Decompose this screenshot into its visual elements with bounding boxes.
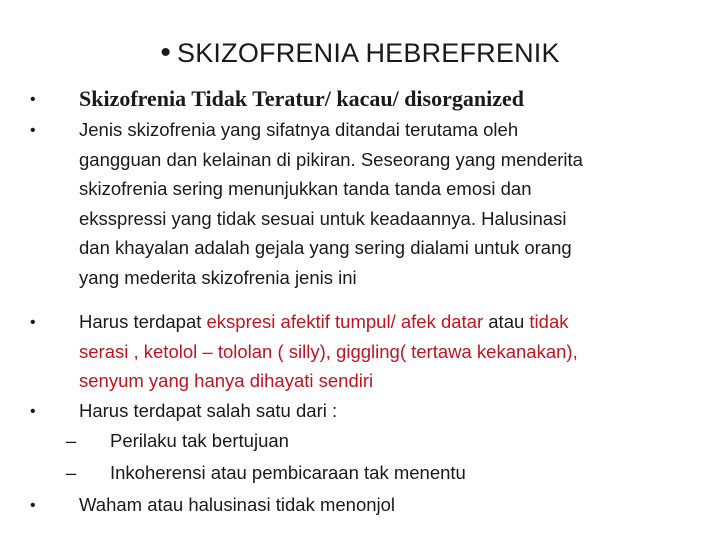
- dash-icon: –: [66, 430, 77, 451]
- paragraph-line: yang mederita skizofrenia jenis ini: [79, 266, 357, 288]
- bullet-icon: •: [30, 403, 36, 420]
- bullet-icon: •: [30, 91, 36, 108]
- sub-item-text: Inkoherensi atau pembicaraan tak menentu: [110, 462, 466, 483]
- slide-title: [0, 36, 720, 70]
- title-text: SKIZOFRENIA HEBREFRENIK: [177, 38, 560, 68]
- paragraph-line: skizofrenia sering menunjukkan tanda tanda emosi dan: [79, 178, 532, 199]
- last-item: Waham atau halusinasi tidak menonjol: [79, 494, 396, 515]
- bullet-icon: •: [30, 497, 36, 514]
- criteria-highlight: tidak: [529, 311, 569, 332]
- paragraph-criteria: [79, 307, 689, 425]
- criteria-highlight-line: serasi , ketolol – tololan ( silly), giggling( tertawa kekanakan),: [79, 340, 578, 362]
- criteria-highlight: ekspresi afektif tumpul/ afek datar: [206, 311, 484, 332]
- subheading: Skizofrenia Tidak Teratur/ kacau/ disorganized: [79, 86, 524, 111]
- sub-item-text: Perilaku tak bertujuan: [110, 430, 289, 451]
- paragraph-line: dan khayalan adalah gejala yang sering dialami untuk orang: [79, 237, 572, 258]
- bullet-icon: •: [30, 122, 36, 139]
- dash-icon: –: [66, 462, 77, 483]
- criteria-text: atau: [483, 311, 530, 332]
- bullet-icon: •: [30, 314, 36, 331]
- paragraph-line: Jenis skizofrenia yang sifatnya ditandai terutama oleh: [79, 119, 519, 140]
- paragraph-line: gangguan dan kelainan di pikiran. Seseorang yang menderita: [79, 148, 583, 170]
- criteria-line-1: [79, 307, 689, 337]
- paragraph-line: eksspressi yang tidak sesuai untuk keadaannya. Halusinasi: [79, 207, 567, 229]
- paragraph-description: [79, 115, 689, 292]
- criteria-line-4: Harus terdapat salah satu dari :: [79, 399, 338, 421]
- criteria-text: Harus terdapat: [79, 311, 207, 332]
- criteria-highlight-line: senyum yang hanya dihayati sendiri: [79, 370, 374, 391]
- title-bullet-icon: •: [160, 36, 172, 69]
